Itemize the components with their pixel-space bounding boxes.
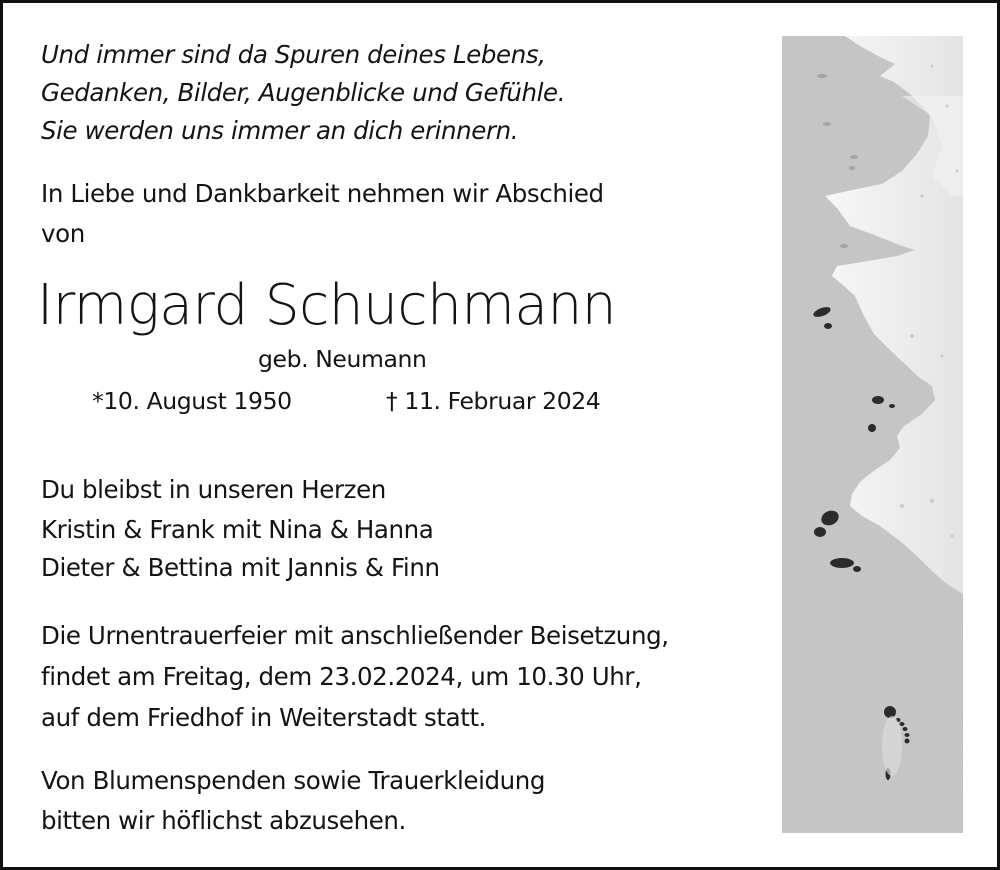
intro-line: In Liebe und Dankbarkeit nehmen wir Abschied <box>41 179 604 208</box>
death-date: † 11. Februar 2024 <box>386 387 601 415</box>
request-line: Von Blumenspenden sowie Trauerkleidung <box>41 766 546 795</box>
footprint-highlights <box>882 716 902 776</box>
beach-footprints-image <box>782 36 963 833</box>
request-line: bitten wir höflichst abzusehen. <box>41 806 406 835</box>
quote-line: Gedanken, Bilder, Augenblicke und Gefühle. <box>41 78 566 107</box>
ceremony-line: Die Urnentrauerfeier mit anschließender Beisetzung, <box>41 621 669 650</box>
quote-line: Sie werden uns immer an dich erinnern. <box>41 116 519 145</box>
ceremony-line: findet am Freitag, dem 23.02.2024, um 10.30 Uhr, <box>41 662 642 691</box>
family-line: Kristin & Frank mit Nina & Hanna <box>41 515 434 544</box>
ceremony-line: auf dem Friedhof in Weiterstadt statt. <box>41 703 487 732</box>
family-line: Dieter & Bettina mit Jannis & Finn <box>41 553 440 582</box>
birth-date: *10. August 1950 <box>92 387 292 415</box>
family-line: Du bleibst in unseren Herzen <box>41 475 386 504</box>
maiden-name: geb. Neumann <box>258 345 427 373</box>
deceased-name: Irmgard Schuchmann <box>37 273 617 338</box>
beach-photo-graphic <box>782 36 963 833</box>
quote-line: Und immer sind da Spuren deines Lebens, <box>41 40 546 69</box>
intro-line: von <box>41 219 85 248</box>
